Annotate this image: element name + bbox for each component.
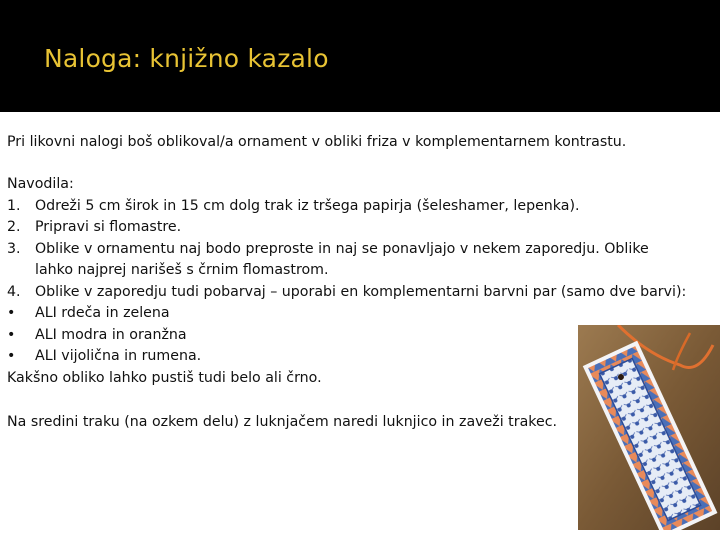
bullet-mark: • — [7, 348, 16, 364]
intro-text: Pri likovni nalogi boš oblikoval/a ornament v obliki friza v komplementarnem kontrastu. — [7, 134, 627, 150]
step-item — [7, 217, 322, 239]
bookmark-photo — [578, 325, 720, 530]
step-text: Pripravi si flomastre. — [35, 219, 182, 235]
step-text: lahko najprej narišeš s črnim flomastrom. — [35, 262, 329, 278]
note-text: Kakšno obliko lahko pustiš tudi belo ali črno. — [7, 369, 322, 386]
bullet-item — [7, 346, 322, 368]
step-number: 1. — [7, 197, 21, 214]
step-item — [7, 282, 687, 304]
step-number: 2. — [7, 219, 21, 235]
closing-text: Na sredini traku (na ozkem delu) z luknjačem naredi luknjico in zaveži trakec. — [7, 414, 558, 430]
instructions — [7, 174, 687, 389]
step-text: Oblike v zaporedju tudi pobarvaj – uporabi en komplementarni barvni par (samo dve barvi): — [35, 283, 687, 300]
bullet-text: ALI vijolična in rumena. — [35, 348, 202, 364]
bullet-item — [7, 303, 322, 325]
step-item — [7, 196, 580, 218]
step-item — [7, 260, 329, 282]
step-text: Odreži 5 cm širok in 15 cm dolg trak iz tršega papirja (šeleshamer, lepenka). — [35, 197, 580, 214]
bullet-mark: • — [7, 305, 16, 321]
step-item — [7, 239, 649, 261]
slide-title: Naloga: knjižno kazalo — [44, 44, 329, 73]
step-text: Oblike v ornamentu naj bodo preproste in naj se ponavljajo v nekem zaporedju. Oblike — [35, 240, 649, 257]
bullet-mark: • — [7, 326, 16, 343]
title-bar — [0, 0, 720, 112]
bullet-text: ALI modra in oranžna — [35, 326, 187, 343]
step-number: 3. — [7, 240, 21, 257]
step-number: 4. — [7, 283, 21, 300]
bullet-text: ALI rdeča in zelena — [35, 305, 170, 321]
bullet-item — [7, 325, 322, 347]
instructions-heading: Navodila: — [7, 176, 74, 192]
